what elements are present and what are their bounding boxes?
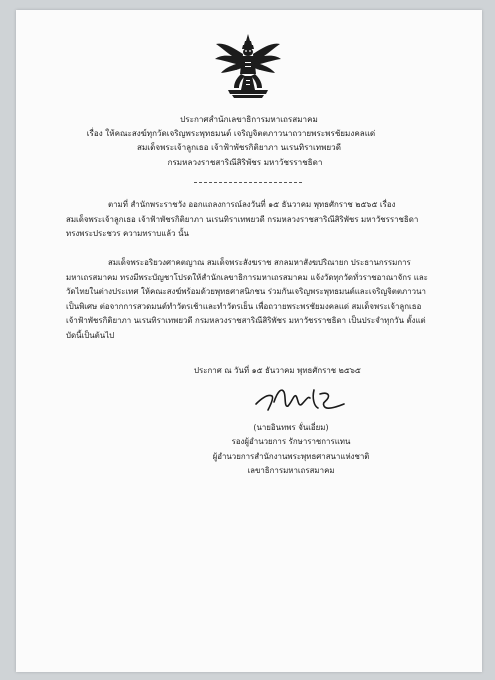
paragraph-line: เจ้าฟ้าพัชรกิติยาภา นเรนทิราเทพยวดี กรมหลวงราชสาริณีสิริพัชร มหาวัชรราชธิดา เป็นประจำทุกวัน ตั้งแต่ [66, 316, 426, 326]
garuda-emblem-icon [212, 32, 284, 104]
document-page [16, 10, 482, 672]
paragraph-line: สมเด็จพระอริยวงศาคตญาณ สมเด็จพระสังฆราช สกลมหาสังฆปริณายก ประธานกรรมการ [108, 258, 411, 267]
handwritten-signature-icon [248, 380, 368, 420]
paragraph-line: มหาเถรสมาคม ทรงมีพระบัญชาโปรดให้สำนักเลขาธิการมหาเถรสมาคม แจ้งวัดทุกวัดทั่วราชอาณาจักร และ [66, 272, 428, 282]
announcement-date: ประกาศ ณ วันที่ ๑๕ ธันวาคม พุทธศักราช ๒๕๖๕ [194, 366, 361, 375]
paragraph-line: วัดไทยในต่างประเทศ ให้คณะสงฆ์พร้อมด้วยพุทธศาสนิกชน ร่วมกันเจริญพระพุทธมนต์และเจริญจิตตภาวนา [66, 287, 426, 297]
signatory-position: ผู้อำนวยการสำนักงานพระพุทธศาสนาแห่งชาติ [212, 451, 370, 461]
signatory-block [191, 421, 391, 479]
paragraph-announcement-reference [66, 198, 454, 242]
signatory-position: เลขาธิการมหาเถรสมาคม [247, 466, 335, 476]
heading-princess-title: กรมหลวงราชสาริณีสิริพัชร มหาวัชรราชธิดา [167, 156, 323, 167]
paragraph-line: สมเด็จพระเจ้าลูกเธอ เจ้าฟ้าพัชรกิติยาภา นเรนทิราเทพยวดี กรมหลวงราชสาริณีสิริพัชร มหาวัชรราชธิดา [66, 214, 419, 224]
heading-divider [194, 182, 302, 183]
heading-title: ประกาศสำนักเลขาธิการมหาเถรสมาคม [180, 114, 318, 124]
announcement-heading [16, 112, 482, 169]
paragraph-line: ตามที่ สำนักพระราชวัง ออกแถลงการณ์ลงวันที่ ๑๕ ธันวาคม พุทธศักราช ๒๕๖๕ เรื่อง [108, 200, 396, 209]
paragraph-line: บัดนี้เป็นต้นไป [66, 330, 115, 340]
paragraph-line: ทรงพระประชวร ความทราบแล้ว นั้น [66, 229, 189, 239]
signatory-position: รองผู้อำนวยการ รักษาราชการแทน [231, 437, 351, 447]
signatory-name: (นายอินทพร จั่นเอี่ยม) [253, 423, 329, 432]
heading-subject: เรื่อง ให้คณะสงฆ์ทุกวัดเจริญพระพุทธมนต์ เจริญจิตตภาวนาถวายพระพรชัยมงคลแด่ [86, 128, 376, 139]
heading-princess-name: สมเด็จพระเจ้าลูกเธอ เจ้าฟ้าพัชรกิติยาภา นเรนทิราเทพยวดี [137, 142, 341, 153]
paragraph-supreme-patriarch-order [66, 256, 454, 344]
paragraph-line: เป็นพิเศษ ต่อจากการสวดมนต์ทำวัตรเช้าและทำวัตรเย็น เพื่อถวายพระพรชัยมงคลแด่ สมเด็จพระเจ้าลูกเธอ [66, 301, 422, 311]
